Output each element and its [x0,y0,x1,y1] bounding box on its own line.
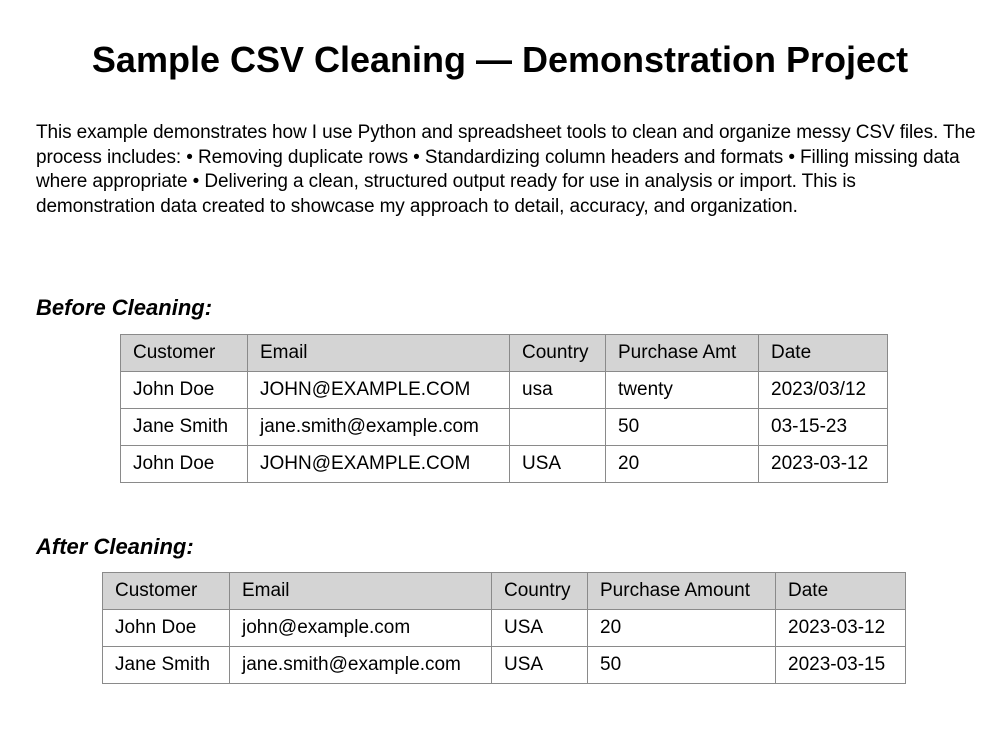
cell-purchase-amount: 20 [588,610,776,647]
table-header-row [121,335,888,372]
cell-email: jane.smith@example.com [230,647,492,684]
cell-customer: Jane Smith [103,647,230,684]
cell-email: jane.smith@example.com [248,409,510,446]
column-header-customer: Customer [121,335,248,372]
before-cleaning-table [120,334,888,483]
cell-country: USA [510,446,606,483]
cell-date: 03-15-23 [759,409,888,446]
cell-country [510,409,606,446]
after-cleaning-table [102,572,906,684]
cell-country: usa [510,372,606,409]
cell-date: 2023-03-12 [759,446,888,483]
cell-country: USA [492,610,588,647]
cell-country: USA [492,647,588,684]
column-header-date: Date [776,573,906,610]
column-header-email: Email [248,335,510,372]
cell-customer: John Doe [103,610,230,647]
cell-customer: John Doe [121,372,248,409]
intro-paragraph: This example demonstrates how I use Python and spreadsheet tools to clean and organize messy CSV files. The process includes: • Removing duplicate rows • Standardizing column headers and formats • Filling missing data where appropriate • Delivering a clean, structured output ready for use in analysis or import. This is demonstration data created to showcase my approach to detail, accuracy, and organization. [36,122,976,217]
column-header-email: Email [230,573,492,610]
cell-customer: Jane Smith [121,409,248,446]
cell-date: 2023/03/12 [759,372,888,409]
column-header-customer: Customer [103,573,230,610]
column-header-purchase-amount: Purchase Amount [588,573,776,610]
cell-purchase-amt: 50 [606,409,759,446]
after-cleaning-heading: After Cleaning: [36,534,194,559]
cell-email: john@example.com [230,610,492,647]
table-row [103,647,906,684]
cell-date: 2023-03-12 [776,610,906,647]
cell-date: 2023-03-15 [776,647,906,684]
cell-purchase-amt: 20 [606,446,759,483]
cell-customer: John Doe [121,446,248,483]
before-cleaning-heading: Before Cleaning: [36,295,213,320]
cell-email: JOHN@EXAMPLE.COM [248,446,510,483]
cell-email: JOHN@EXAMPLE.COM [248,372,510,409]
table-header-row [103,573,906,610]
cell-purchase-amt: twenty [606,372,759,409]
column-header-date: Date [759,335,888,372]
column-header-country: Country [510,335,606,372]
table-row [103,610,906,647]
column-header-purchase-amt: Purchase Amt [606,335,759,372]
table-row [121,372,888,409]
column-header-country: Country [492,573,588,610]
cell-purchase-amount: 50 [588,647,776,684]
table-row [121,446,888,483]
page-title: Sample CSV Cleaning — Demonstration Project [91,39,909,80]
table-row [121,409,888,446]
